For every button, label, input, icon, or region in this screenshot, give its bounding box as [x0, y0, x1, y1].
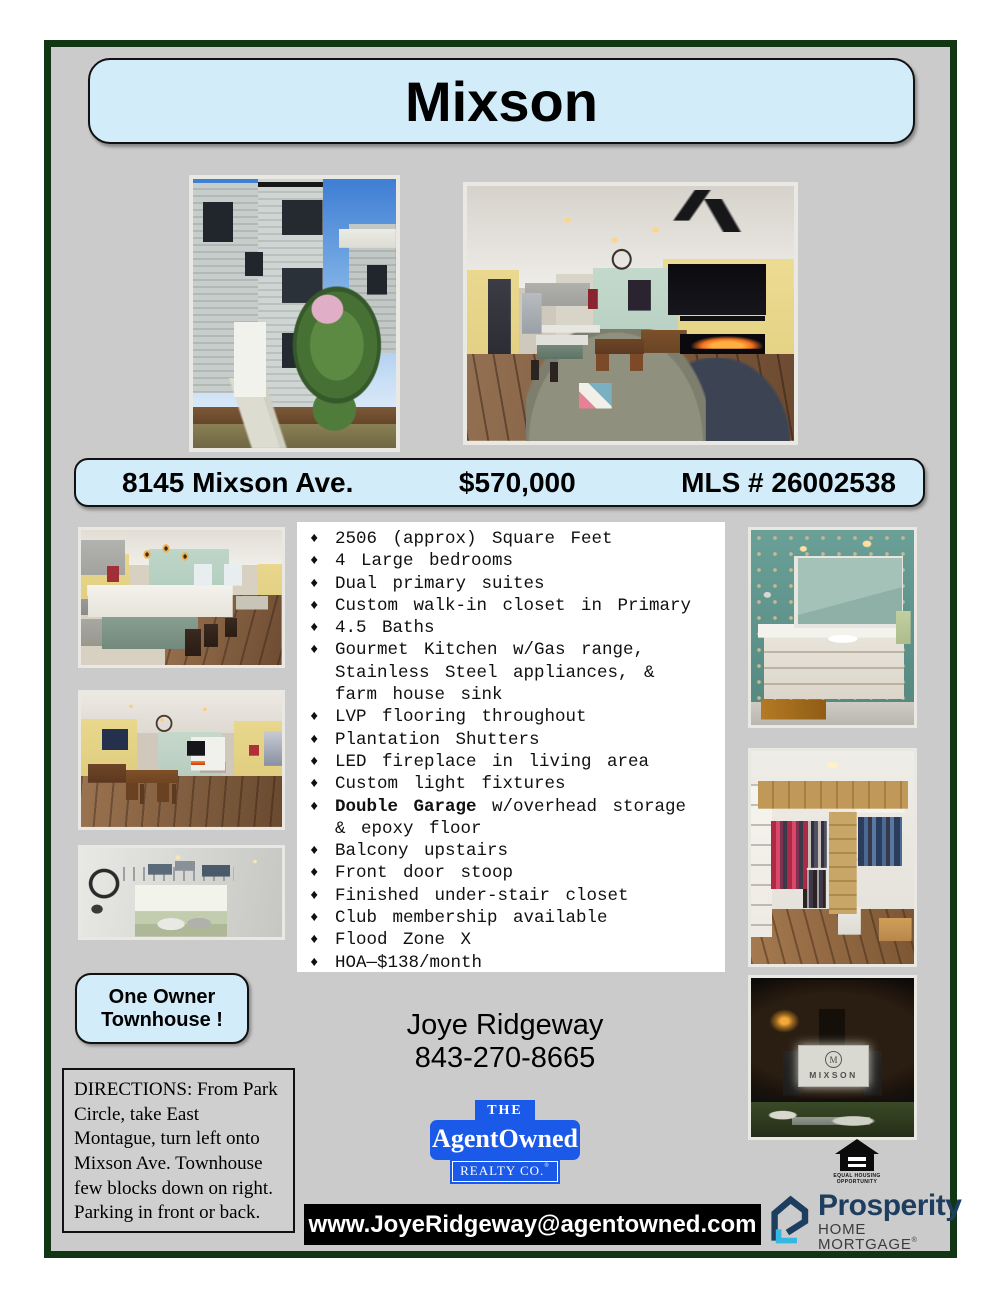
page-title: Mixson [405, 69, 598, 133]
diamond-bullet-icon: ♦ [310, 753, 319, 770]
kitchen-photo [78, 527, 285, 668]
feature-item: ♦ 4 Large bedrooms [310, 551, 514, 572]
mixson-sign-name: MIXSON [809, 1070, 858, 1081]
title-box [88, 58, 915, 144]
prosperity-logo [765, 1188, 962, 1253]
email-bar [304, 1204, 761, 1245]
feature-item: ♦ Flood Zone X [310, 930, 472, 951]
diamond-bullet-icon: ♦ [310, 865, 319, 882]
diamond-bullet-icon: ♦ [310, 776, 319, 793]
prosperity-subtitle: HOME MORTGAGE® [818, 1220, 918, 1253]
one-owner-line1: One Owner [108, 985, 216, 1008]
exterior-townhouse-photo [189, 175, 400, 452]
mls-number: MLS # 26002538 [681, 466, 896, 498]
street-address: 8145 Mixson Ave. [122, 466, 354, 498]
one-owner-callout [75, 973, 249, 1044]
feature-item: ♦ Finished under-stair closet [310, 885, 629, 906]
equal-housing-house-icon [835, 1139, 879, 1154]
one-owner-line2: Townhouse ! [101, 1008, 223, 1031]
registered-mark: ® [544, 1163, 550, 1169]
prosperity-name: Prosperity [818, 1188, 962, 1222]
feature-item: ♦ Double Garage w/overhead storage & epoxy floor [310, 796, 687, 839]
diamond-bullet-icon: ♦ [310, 597, 319, 614]
directions-text: DIRECTIONS: From Park Circle, take East Montague, turn left onto Mixson Ave. Townhouse few blocks down on right. Parking in front or back. [74, 1079, 278, 1224]
garage-photo [78, 845, 285, 940]
diamond-bullet-icon: ♦ [310, 731, 319, 748]
diamond-bullet-icon: ♦ [310, 575, 319, 592]
diamond-bullet-icon: ♦ [310, 954, 319, 971]
mixson-sign-photo [748, 975, 917, 1140]
feature-item: ♦ Balcony upstairs [310, 841, 509, 862]
prosperity-wordmark [818, 1188, 962, 1253]
feature-item: ♦ Dual primary suites [310, 573, 545, 594]
diamond-bullet-icon: ♦ [310, 887, 319, 904]
dining-area-photo [78, 690, 285, 830]
feature-item: ♦ 4.5 Baths [310, 618, 435, 639]
prosperity-house-icon [765, 1191, 813, 1252]
agent-phone: 843-270-8665 [414, 1042, 596, 1075]
walk-in-closet-photo [748, 748, 917, 967]
feature-item: ♦ LED fireplace in living area [310, 751, 650, 772]
feature-list [297, 528, 711, 974]
feature-item: ♦ Custom walk-in closet in Primary [310, 595, 692, 616]
agent-contact [345, 1009, 665, 1075]
equal-housing-equals-icon [840, 1154, 874, 1171]
diamond-bullet-icon: ♦ [310, 843, 319, 860]
agentowned-the-label: THE [475, 1100, 535, 1121]
feature-item: ♦ Gourmet Kitchen w/Gas range, Stainless Steel appliances, & farm house sink [310, 640, 655, 706]
diamond-bullet-icon: ♦ [310, 553, 319, 570]
feature-item: ♦ LVP flooring throughout [310, 707, 587, 728]
diamond-bullet-icon: ♦ [310, 642, 319, 659]
email-address: www.JoyeRidgeway@agentowned.com [308, 1210, 757, 1238]
diamond-bullet-icon: ♦ [310, 932, 319, 949]
feature-item: ♦ 2506 (approx) Square Feet [310, 529, 613, 549]
flyer-canvas [44, 40, 962, 1258]
feature-item: ♦ Plantation Shutters [310, 729, 540, 750]
bathroom-photo [748, 527, 917, 728]
living-room-photo [463, 182, 798, 445]
diamond-bullet-icon: ♦ [310, 531, 319, 547]
agentowned-realty-label: REALTY CO.® [450, 1159, 560, 1184]
diamond-bullet-icon: ♦ [310, 709, 319, 726]
mixson-monogram-icon: M [825, 1051, 842, 1068]
equal-housing-logo [828, 1139, 886, 1186]
feature-list-box [297, 522, 725, 972]
directions-box [62, 1068, 295, 1233]
agentowned-logo [430, 1100, 580, 1184]
agent-name: Joye Ridgeway [406, 1009, 604, 1041]
feature-item: ♦ HOA—$138/month [310, 952, 483, 973]
list-price: $570,000 [458, 466, 576, 498]
mixson-entrance-sign [798, 1045, 868, 1087]
feature-item: ♦ Custom light fixtures [310, 774, 566, 795]
feature-item: ♦ Front door stoop [310, 863, 514, 884]
diamond-bullet-icon: ♦ [310, 910, 319, 927]
equal-housing-text: EQUAL HOUSING OPPORTUNITY [833, 1173, 881, 1186]
feature-item: ♦ Club membership available [310, 908, 608, 929]
agentowned-name-label: AgentOwned [430, 1120, 580, 1160]
diamond-bullet-icon: ♦ [310, 620, 319, 637]
registered-mark: ® [911, 1236, 918, 1244]
diamond-bullet-icon: ♦ [310, 798, 319, 815]
address-bar [74, 458, 925, 507]
